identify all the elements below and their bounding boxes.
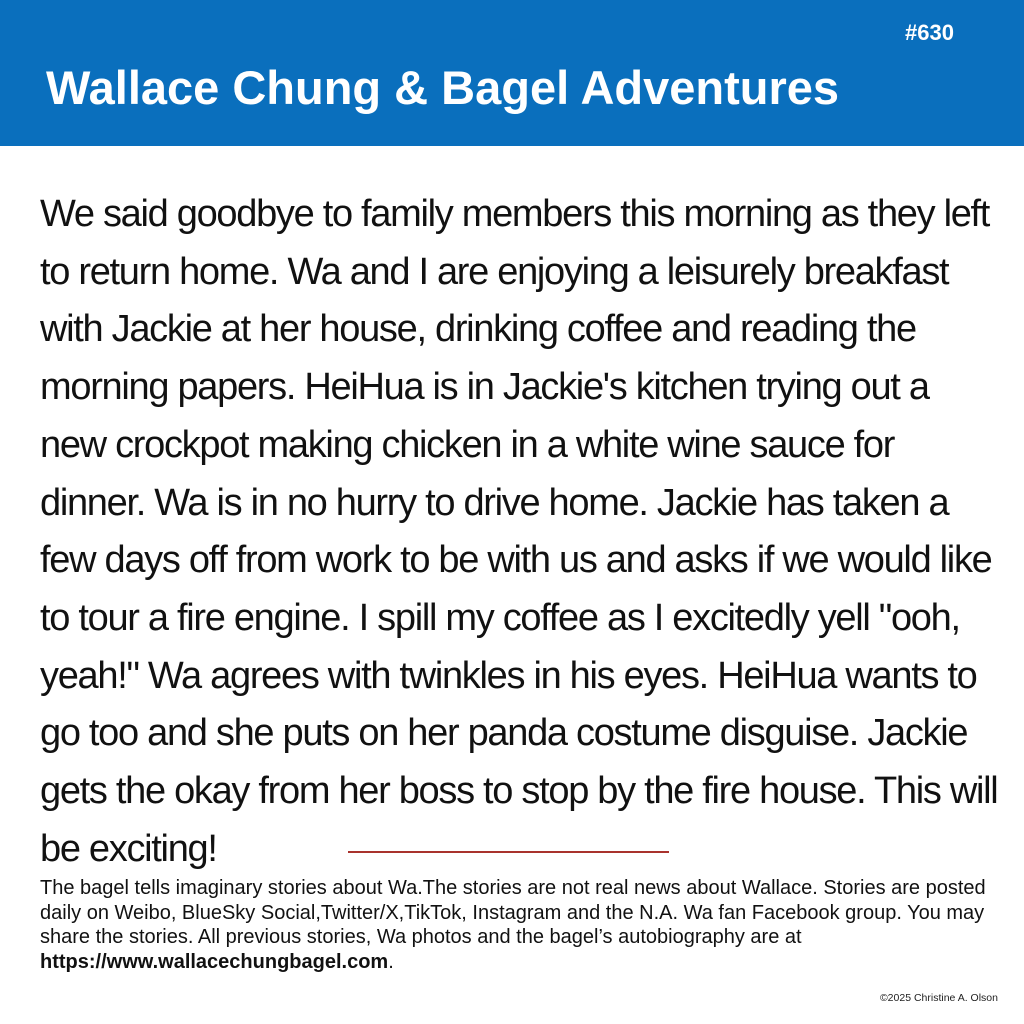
page-title: Wallace Chung & Bagel Adventures: [46, 61, 840, 114]
copyright-notice: ©2025 Christine A. Olson: [879, 992, 998, 1004]
footer-note-text: The bagel tells imaginary stories about Wa.The stories are not real news about Wallace. Stories are posted daily on Weibo, BlueSky Social,Twitter/X,TikTok, Instagram and the N.A. Wa fan Facebook group. You may share the stories. All previous stories, Wa photos and the bagel’s autobiography are at: [40, 877, 986, 948]
story-text: We said goodbye to family members this morning as they left to return home. Wa and I are enjoying a leisurely breakfast with Jackie at her house, drinking coffee and reading the morning papers. HeiHua is in Jackie's kitchen trying out a new crockpot making chicken in a white wine sauce for dinner. Wa is in no hurry to drive home. Jackie has taken a few days off from work to be with us and asks if we would like to tour a fire engine. I spill my coffee as I excitedly yell "ooh, yeah!" Wa agrees with twinkles in his eyes. HeiHua wants to go too and she puts on her panda costume disguise. Jackie gets the okay from her boss to stop by the fire house. This will be exciting!: [40, 193, 998, 870]
website-link[interactable]: https://www.wallacechungbagel.com: [40, 950, 389, 973]
header-banner: [0, 0, 1024, 146]
footer-period: .: [388, 950, 394, 973]
story-number: #630: [905, 20, 954, 45]
divider: [348, 851, 669, 853]
footer-note: [40, 876, 990, 974]
